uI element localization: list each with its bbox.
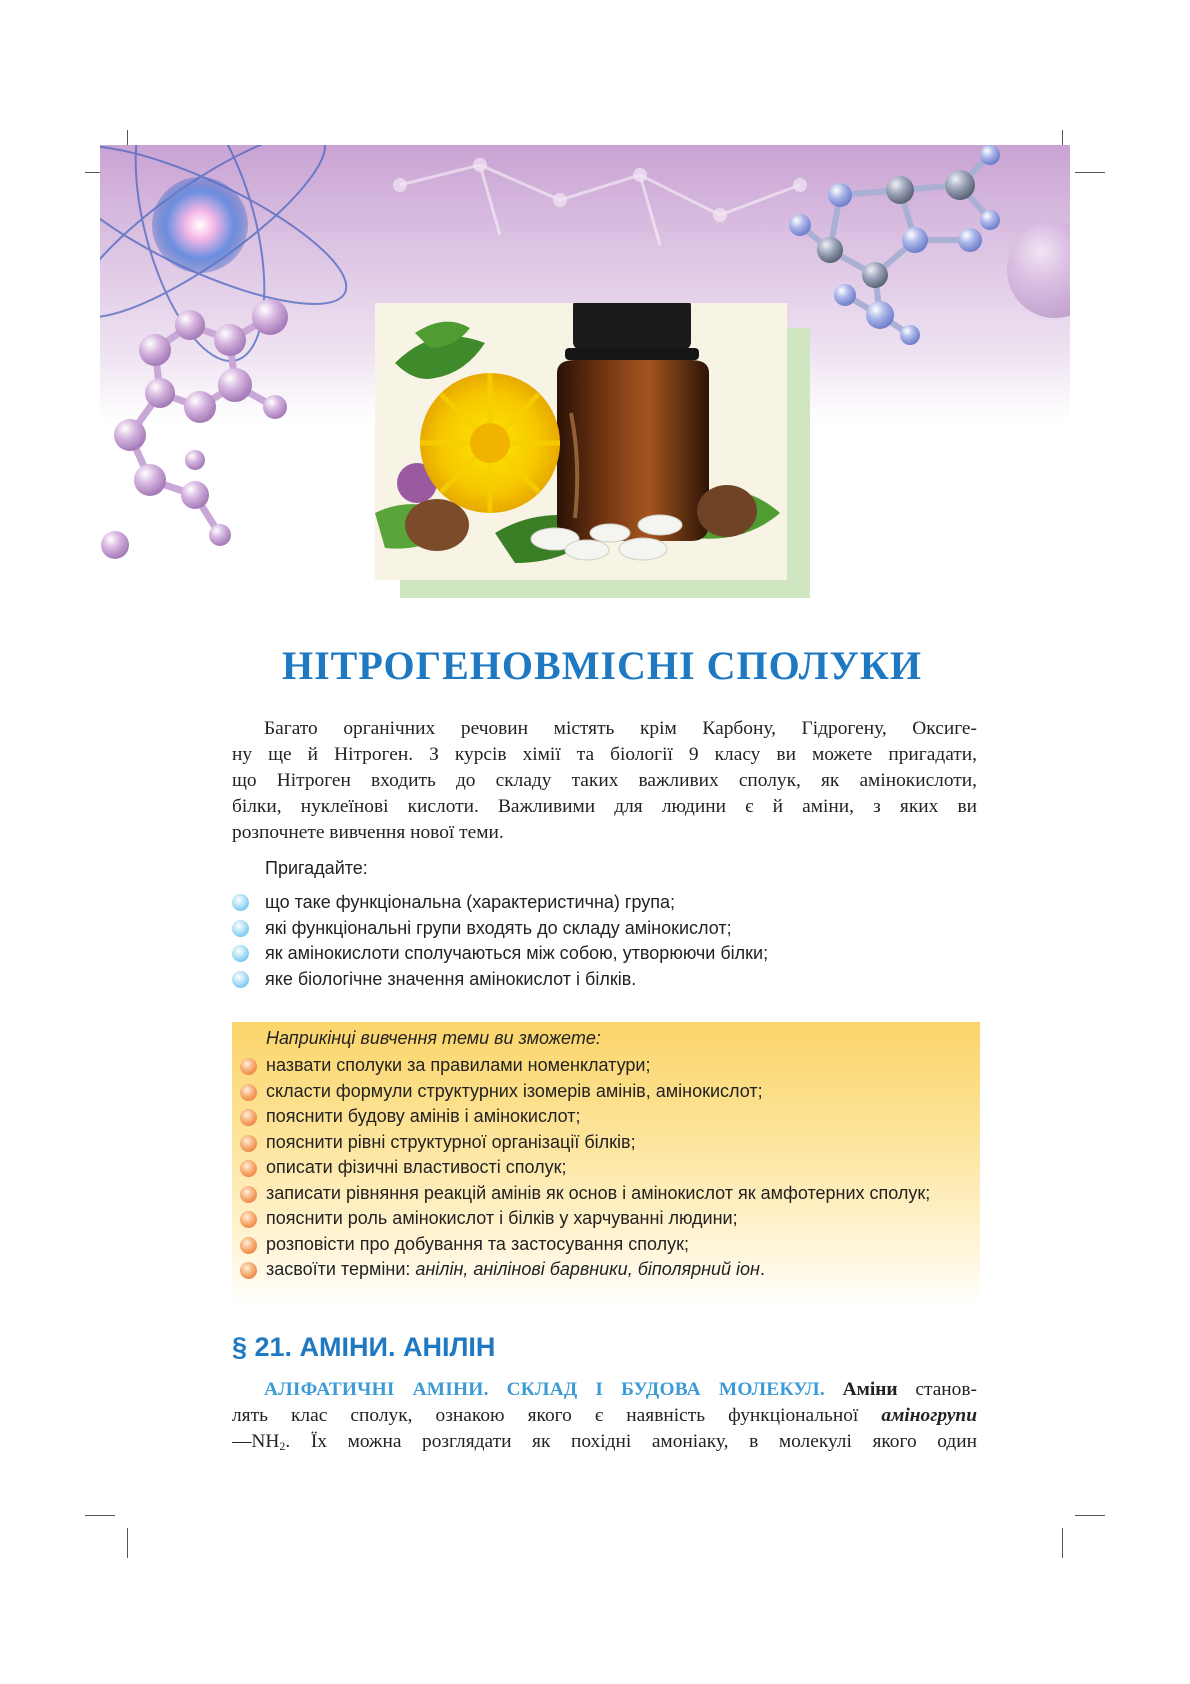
goal-item-text: пояснити рівні структурної організації білків; <box>266 1131 636 1152</box>
subscript: 2 <box>279 1439 286 1453</box>
body-text: —NH <box>232 1431 280 1452</box>
term-amines: Аміни <box>842 1379 898 1400</box>
goal-item-text: розповісти про добування та застосування сполук; <box>266 1233 689 1254</box>
goal-item <box>240 1181 980 1207</box>
bullet-icon <box>232 894 249 911</box>
goal-item <box>240 1130 980 1156</box>
goal-item-text: записати рівняння реакцій амінів як основ і амінокислот як амфотерних сполук; <box>266 1182 931 1203</box>
intro-line: білки, нуклеїнові кислоти. Важливими для людини є й аміни, з яких ви <box>232 796 977 817</box>
crop-mark <box>1062 1528 1063 1558</box>
bullet-icon <box>240 1262 257 1279</box>
intro-line: Багато органічних речовин містять крім Карбону, Гідрогену, Оксиге- <box>264 718 977 739</box>
bullet-icon <box>240 1109 257 1126</box>
bullet-icon <box>240 1237 257 1254</box>
crop-mark <box>85 1515 115 1516</box>
intro-paragraph <box>232 716 977 846</box>
bullet-icon <box>232 920 249 937</box>
goal-item <box>240 1155 980 1181</box>
body-text: . Їх можна розглядати як похідні амоніаку, в молекулі якого один <box>285 1431 977 1452</box>
goal-item <box>240 1257 980 1283</box>
intro-line: що Нітроген входить до складу таких важливих сполук, як амінокислоти, <box>232 770 977 791</box>
recall-item-text: як амінокислоти сполучаються між собою, утворюючи білки; <box>265 943 769 963</box>
herbal-medicine-photo <box>375 303 787 580</box>
goal-item <box>240 1232 980 1258</box>
bullet-icon <box>240 1160 257 1177</box>
goal-item-text: пояснити будову амінів і амінокислот; <box>266 1106 581 1126</box>
intro-line: ну ще й Нітроген. З курсів хімії та біології 9 класу ви можете пригадати, <box>232 744 977 765</box>
recall-list <box>232 892 768 994</box>
bullet-icon <box>240 1084 257 1101</box>
term-aminogroup: аміногрупи <box>881 1405 977 1426</box>
recall-item-text: які функціональні групи входять до складу амінокислот; <box>265 917 732 938</box>
body-text: лять клас сполук, ознакою якого є наявність функціональної <box>232 1405 882 1426</box>
goal-item-text: пояснити роль амінокислот і білків у харчуванні людини; <box>266 1208 738 1228</box>
body-line <box>232 1403 977 1429</box>
recall-item <box>232 918 768 944</box>
crop-mark <box>1075 172 1105 173</box>
body-text: станов- <box>897 1379 977 1400</box>
section-body <box>232 1377 977 1459</box>
recall-heading: Пригадайте: <box>265 858 368 878</box>
goal-item-text: засвоїти терміни: <box>266 1259 416 1279</box>
goal-item <box>240 1053 980 1079</box>
bullet-icon <box>240 1186 257 1203</box>
learning-goals-heading: Наприкінці вивчення теми ви зможете: <box>266 1028 601 1048</box>
bullet-icon <box>240 1211 257 1228</box>
goal-item-text: описати фізичні властивості сполук; <box>266 1157 567 1177</box>
subheading: АЛІФАТИЧНІ АМІНИ. СКЛАД І БУДОВА МОЛЕКУЛ. <box>264 1379 825 1400</box>
recall-item-text: що таке функціональна (характеристична) група; <box>265 892 676 912</box>
recall-item-text: яке біологічне значення амінокислот і білків. <box>265 968 637 989</box>
learning-goals-list <box>240 1053 980 1283</box>
crop-mark <box>1075 1515 1105 1516</box>
recall-item <box>232 892 768 918</box>
goal-terms: анілін, анілінові барвники, біполярний іон <box>415 1259 760 1279</box>
section-title: § 21. АМІНИ. АНІЛІН <box>232 1332 496 1362</box>
goal-item <box>240 1206 980 1232</box>
crop-mark <box>127 1528 128 1558</box>
goal-item-text: назвати сполуки за правилами номенклатури; <box>266 1055 651 1075</box>
goal-item <box>240 1079 980 1105</box>
goal-item <box>240 1104 980 1130</box>
chapter-title: НІТРОГЕНОВМІСНІ СПОЛУКИ <box>282 643 922 688</box>
body-line <box>232 1429 977 1459</box>
bullet-icon <box>240 1135 257 1152</box>
body-line <box>232 1377 977 1403</box>
bullet-icon <box>240 1058 257 1075</box>
goal-item-text: скласти формули структурних ізомерів амінів, амінокислот; <box>266 1080 763 1101</box>
medicine-bottle-illustration <box>375 303 787 580</box>
intro-line: розпочнете вивчення нової теми. <box>232 822 504 843</box>
bullet-icon <box>232 971 249 988</box>
bullet-icon <box>232 945 249 962</box>
recall-item <box>232 969 768 995</box>
recall-item <box>232 943 768 969</box>
goal-item-punct: . <box>759 1259 765 1279</box>
